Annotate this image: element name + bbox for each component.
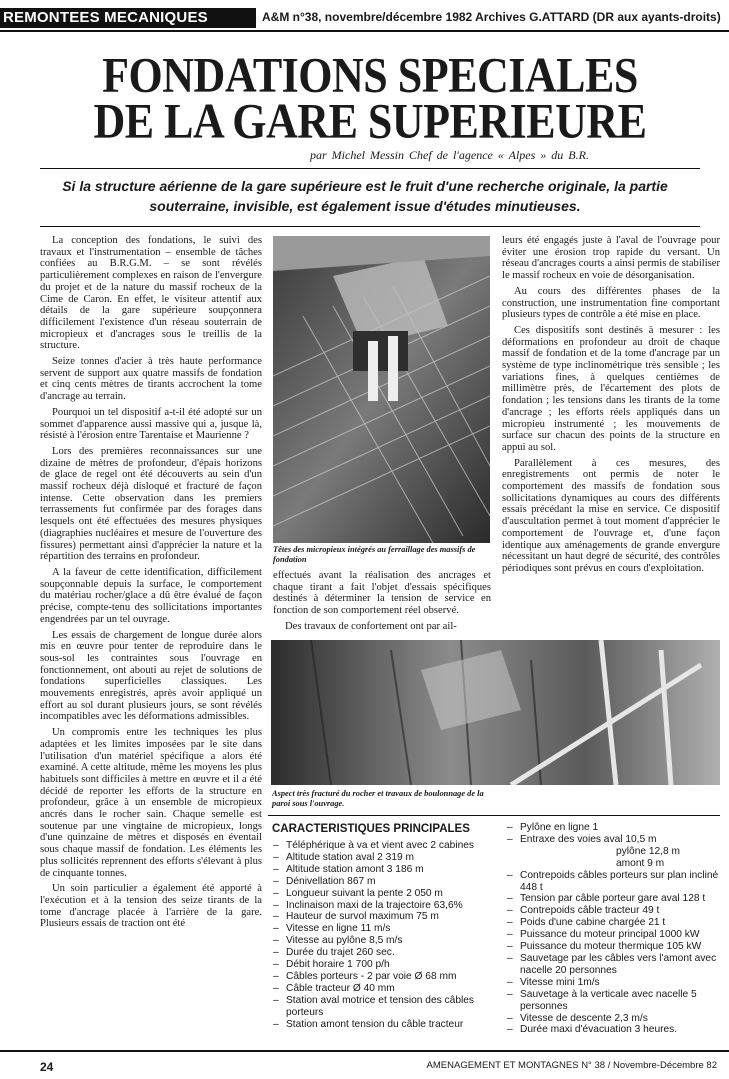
spec-item: – Vitesse mini 1m/s <box>506 977 720 989</box>
spec-item: – Vitesse au pylône 8,5 m/s <box>272 935 487 947</box>
paragraph: Pourquoi un tel dispositif a-t-il été adopté sur un sommet d'apparence aussi massive qui a, jusque là, résisté à l'érosion entre Tarentaise et Maurienne ? <box>40 406 262 442</box>
spec-item: – Pylône en ligne 1 <box>506 822 720 834</box>
lead-top-rule <box>40 168 700 169</box>
specs-list-left <box>272 840 487 1031</box>
header-rule <box>0 30 729 32</box>
paragraph: A la faveur de cette identification, difficilement soupçonnable depuis la surface, le comportement du matériau rocher/glace a dû être évalué de façon précise, compte-tenu des sollicitations importantes engendrées par un tel ouvrage. <box>40 566 262 625</box>
photo-micropile-heads <box>273 236 490 543</box>
spec-item: – Entraxe des voies aval 10,5 m <box>506 834 720 846</box>
footer-rule <box>0 1050 729 1052</box>
photo1-caption: Têtes des micropieux intégrés au ferraillage des massifs de fondation <box>273 545 476 564</box>
spec-item: – Altitude station aval 2 319 m <box>272 852 487 864</box>
article-column-1 <box>40 235 262 1036</box>
lead-paragraph: Si la structure aérienne de la gare supérieure est le fruit d'une recherche originale, la partie souterraine, invisible, est également issue d'études minutieuses. <box>62 178 668 214</box>
magazine-footer: AMENAGEMENT ET MONTAGNES N° 38 / Novembre-Décembre 82 <box>426 1060 717 1071</box>
paragraph: La conception des fondations, le suivi des travaux et l'instrumentation – ensemble de tâches confiées au B.R.G.M. – se sont révélés particulièrement complexes en raison de l'envergure du projet et de la nature du massif rocheux de la Cime de Caron. En effet, le visiteur attentif aux détails de la gare supérieure soupçonnera difficilement l'existence d'un réseau souterrain de micropieux et d'ancrages sous le treillis de la structure. <box>40 235 262 352</box>
spec-item: – Sauvetage à la verticale avec nacelle 5 personnes <box>506 989 720 1013</box>
paragraph: Un compromis entre les techniques les plus adaptées et les limites imposées par le site dans l'utilisation d'un matériel spécifique a alors été examiné. A cette altitude, même les moyens les plus habituels sont difficiles à mettre en œuvre et il a été décidé de reporter les efforts de la structure en profondeur, grâce à un ensemble de micropieux ancrés dans le rocher sain. Chaque semelle est soutenue par une vingtaine de micropieux, longs d'une quinzaine de mètres et disposés en éventail sous chaque massif de fondation. Les éléments les plus sollicités reprennent des efforts s'élevant à plus de cinquante tonnes. <box>40 727 262 879</box>
photo2-caption: Aspect très fracturé du rocher et travaux de boulonnage de la paroi sous l'ouvrage. <box>272 789 484 808</box>
spec-item: – Durée du trajet 260 sec. <box>272 947 487 959</box>
paragraph: Des travaux de confortement ont par ail- <box>285 620 457 632</box>
spec-item: – Téléphérique à va et vient avec 2 cabines <box>272 840 487 852</box>
lead-bottom-rule <box>40 226 700 227</box>
paragraph: Un soin particulier a également été apporté à l'exécution et à la tension des seize tirants de la tome d'ancrage placée à l'arrière de la gare. Plusieurs essais de traction ont été <box>40 883 262 930</box>
article-column-3 <box>502 235 720 635</box>
paragraph: Seize tonnes d'acier à très haute performance servent de support aux quatre massifs de fondation et cinq cents mètres de tirants accrochent la tome d'ancrage au terrain. <box>40 356 262 403</box>
spec-item: – Contrepoids câbles porteurs sur plan incliné 448 t <box>506 870 720 894</box>
spec-item: – Altitude station amont 3 186 m <box>272 864 487 876</box>
specs-title: CARACTERISTIQUES PRINCIPALES <box>272 823 470 835</box>
spec-item: – Hauteur de survol maximum 75 m <box>272 911 487 923</box>
article-column-2 <box>273 570 491 638</box>
title-line-1: FONDATIONS SPECIALES <box>102 47 638 103</box>
spec-item: – Longueur suivant la pente 2 050 m <box>272 888 487 900</box>
spec-item: – Câbles porteurs - 2 par voie Ø 68 mm <box>272 971 487 983</box>
spec-item: – Câble tracteur Ø 40 mm <box>272 983 487 995</box>
spec-item: – Station amont tension du câble tracteur <box>272 1019 487 1031</box>
archive-source: A&M n°38, novembre/décembre 1982 Archives G.ATTARD (DR aux ayants-droits) <box>262 10 721 24</box>
spec-item: – Inclinaison maxi de la trajectoire 63,6% <box>272 900 487 912</box>
paragraph: Au cours des différentes phases de la construction, une instrumentation fine comportant plusieurs types de contrôle a été mise en place. <box>502 285 720 321</box>
spec-item: amont 9 m <box>616 857 665 869</box>
spec-item: – Puissance du moteur thermique 105 kW <box>506 941 720 953</box>
page-number: 24 <box>40 1060 54 1074</box>
spec-item: – Poids d'une cabine chargée 21 t <box>506 917 720 929</box>
paragraph: Ces dispositifs sont destinés à mesurer : les déformations en profondeur au droit de chaque massif de fondation et de la tome d'ancrage par un système de type inclinométrique très sensible ; les variations fines, à quelques centièmes de millimètre près, de l'écartement des plots de fondation ; les tensions dans les tirants de la tome d'ancrage ; les efforts réels appliqués dans un micropieu instrumenté ; les mouvements de surface sur chacun des points de la structure en appui au sol. <box>502 324 720 453</box>
spec-item: – Vitesse de descente 2,3 m/s <box>506 1013 720 1025</box>
spec-item: – Durée maxi d'évacuation 3 heures. <box>506 1024 720 1036</box>
paragraph: effectués avant la réalisation des ancrages et chaque tirant a fait l'objet d'essais spécifiques destinés à déterminer la tension de service en fonction de son comportement réel observé. <box>273 570 491 617</box>
spec-item: – Vitesse en ligne 11 m/s <box>272 923 487 935</box>
spec-item: – Débit horaire 1 700 p/h <box>272 959 487 971</box>
byline: par Michel Messin Chef de l'agence « Alpes » du B.R. <box>310 148 589 162</box>
section-tag: REMONTEES MECANIQUES <box>0 8 256 28</box>
paragraph: Les essais de chargement de longue durée alors mis en œuvre pour tenter de reproduire dans le sous-sol les contraintes sous l'ouvrage en fonctionnement, ont abouti au rejet de solutions de fondations superficielles classiques. Les mouvements enregistrés, après avoir appliqué un effort au sol durant plusieurs jours, se sont révélés incompatibles avec les déformations admissibles. <box>40 629 262 723</box>
spec-item: – Sauvetage par les câbles vers l'amont avec nacelle 20 personnes <box>506 953 720 977</box>
paragraph: Lors des premières reconnaissances sur une dizaine de mètres de profondeur, d'épais horizons de glace de regel ont été découverts au sein d'un massif rocheux déjà disloqué et fracturé de façon intense. Cette observation dans les premiers terrassements fut confirmée par des forages dans lesquels ont été effectuées des mesures physiques (diagraphies nucléaires et mesure de l'ouverture des fissures) permettant ainsi d'apprécier la nature et la répartition des terrains en profondeur. <box>40 445 262 563</box>
spec-item: – Station aval motrice et tension des câbles porteurs <box>272 995 487 1019</box>
paragraph: leurs été engagés juste à l'aval de l'ouvrage pour éviter une érosion trop rapide du versant. Un réseau d'ancrages courts a ainsi permis de stabiliser le massif rocheux en voie de désorganisation. <box>502 235 720 282</box>
specs-top-rule <box>268 815 720 816</box>
specs-list-right <box>506 822 720 1036</box>
spec-item: – Tension par câble porteur gare aval 128 t <box>506 893 720 905</box>
spec-item: – Puissance du moteur principal 1000 kW <box>506 929 720 941</box>
paragraph: Parallèlement à ces mesures, des enregistrements ont permis de noter le comportement des massifs de fondation sous sollicitations dynamiques au cours des différents essais précédant la mise en service. Ce dispositif d'auscultation permet à tout moment d'apprécier le comportement de l'ouvrage et, d'une façon identique aux aménagements de grande envergure nécessitant un haut degré de sécurité, des contrôles périodiques sont prévus en cours d'exploitation. <box>502 457 720 574</box>
photo-fractured-rock <box>271 640 720 785</box>
spec-item: – Dénivellation 867 m <box>272 876 487 888</box>
spec-item: – Contrepoids câble tracteur 49 t <box>506 905 720 917</box>
title-line-2: DE LA GARE SUPERIEURE <box>93 93 647 149</box>
spec-item: pylône 12,8 m <box>616 845 680 857</box>
